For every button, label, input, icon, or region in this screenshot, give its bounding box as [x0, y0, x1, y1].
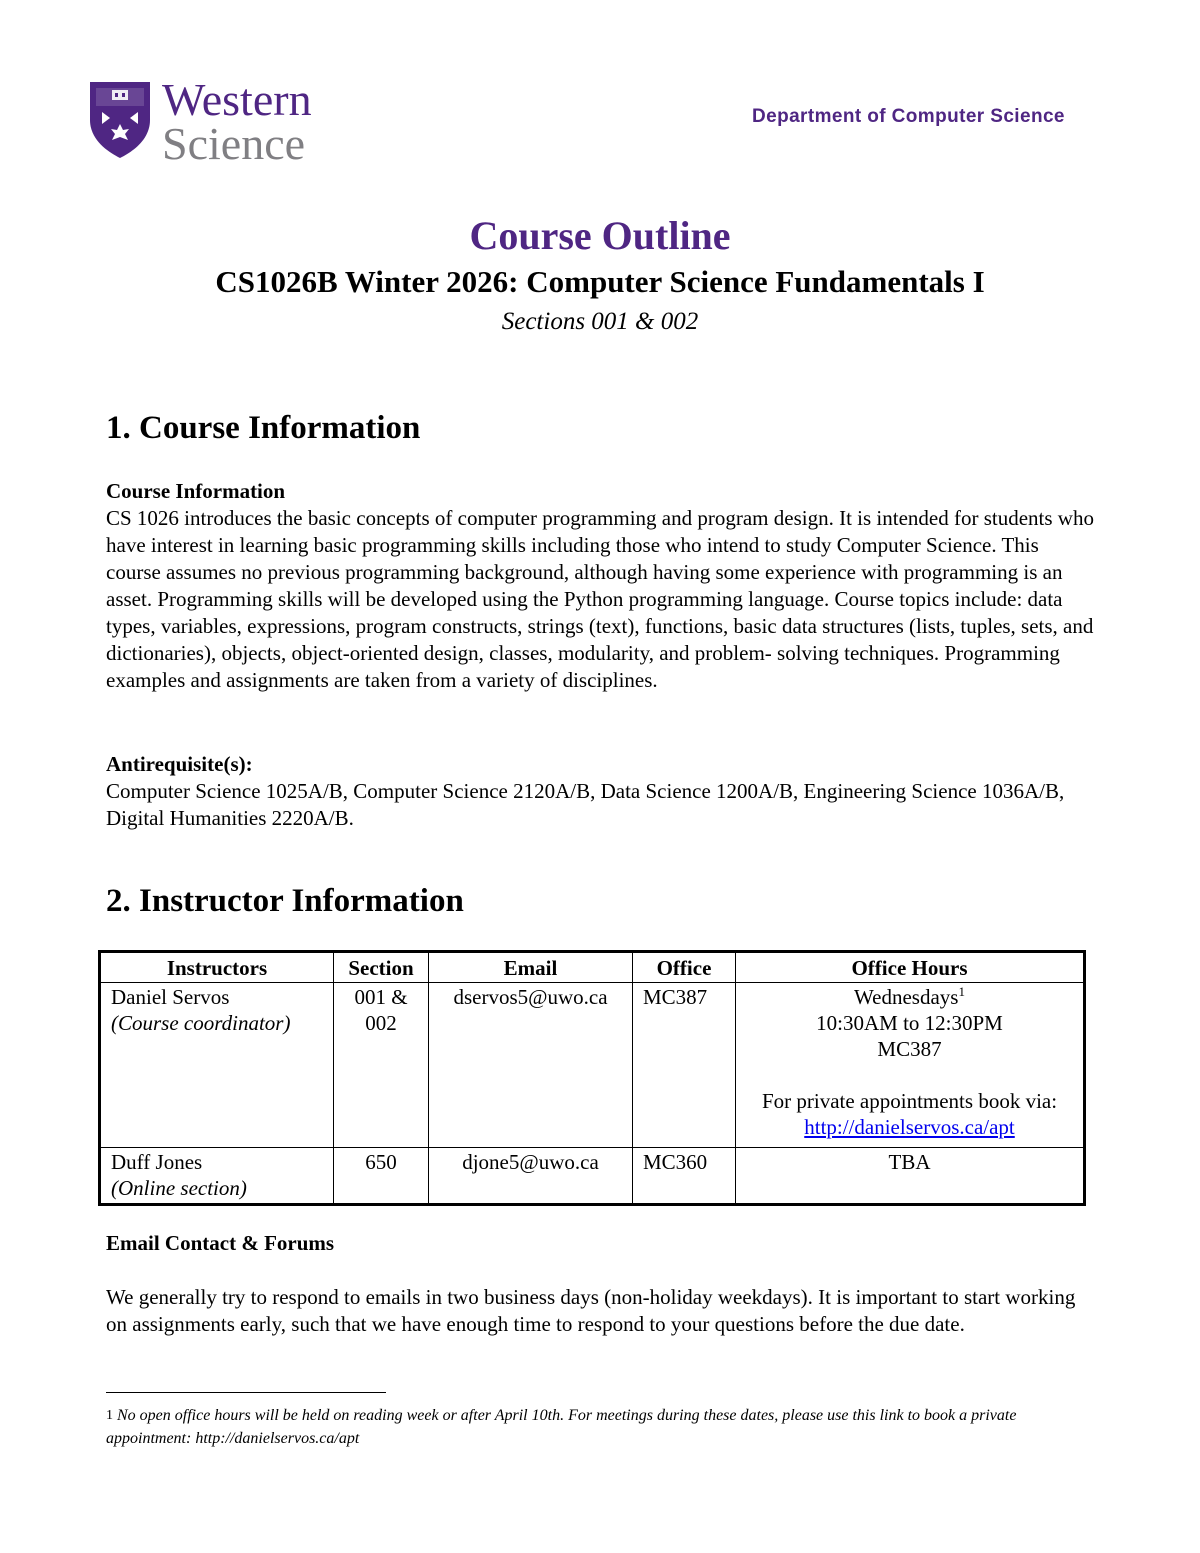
course-information-heading: 1. Course Information — [106, 410, 421, 446]
office-hours-time: 10:30AM to 12:30PM — [816, 1011, 1003, 1035]
column-header: Office Hours — [736, 952, 1085, 983]
appointment-note: For private appointments book via: — [761, 1089, 1058, 1113]
email-contact-body: We generally try to respond to emails in two business days (non-holiday weekdays). It is important to start working on assignments early, such that we have enough time to respond to your questions before the due date. — [106, 1285, 1076, 1336]
instructor-role: (Online section) — [111, 1176, 247, 1200]
email-cell: dservos5@uwo.ca — [429, 983, 633, 1148]
column-header: Office — [633, 952, 736, 983]
course-information-block — [106, 478, 1096, 694]
office-hours-day: Wednesdays — [854, 985, 959, 1009]
instructor-cell — [100, 1148, 334, 1205]
footnote — [106, 1404, 1096, 1450]
antirequisites-label: Antirequisite(s): — [106, 752, 253, 776]
office-cell: MC387 — [633, 983, 736, 1148]
footnote-number: 1 — [106, 1408, 113, 1423]
instructor-information-heading: 2. Instructor Information — [106, 883, 464, 919]
footnote-text: No open office hours will be held on reading week or after April 10th. For meetings during these dates, please use this link to book a private appointment: http://danielservos.ca/apt — [106, 1407, 1017, 1447]
appointment-link[interactable]: http://danielservos.ca/apt — [804, 1115, 1015, 1139]
course-title: CS1026B Winter 2026: Computer Science Fundamentals I — [215, 264, 985, 299]
section-cell: 001 & 002 — [334, 983, 429, 1148]
western-shield-icon — [88, 80, 152, 160]
antirequisites-body: Computer Science 1025A/B, Computer Science 2120A/B, Data Science 1200A/B, Engineering Science 1036A/B, Digital Humanities 2220A/B. — [106, 779, 1065, 830]
footnote-divider — [106, 1392, 386, 1393]
email-contact-block — [106, 1230, 1096, 1338]
office-hours-room: MC387 — [877, 1037, 942, 1061]
office-hours-cell: TBA — [736, 1148, 1085, 1205]
table-row — [100, 983, 1085, 1148]
department-name: Department of Computer Science — [752, 106, 1065, 127]
western-science-logo — [88, 74, 312, 169]
email-contact-label: Email Contact & Forums — [106, 1231, 335, 1255]
table-header-row — [100, 952, 1085, 983]
column-header: Instructors — [100, 952, 334, 983]
instructor-name: Duff Jones — [111, 1150, 203, 1174]
email-cell: djone5@uwo.ca — [429, 1148, 633, 1205]
office-hours-cell — [736, 983, 1085, 1148]
column-header: Section — [334, 952, 429, 983]
logo-western: Western — [162, 74, 312, 125]
table-row — [100, 1148, 1085, 1205]
instructor-name: Daniel Servos — [111, 985, 230, 1009]
footnote-reference[interactable]: 1 — [958, 984, 965, 999]
column-header: Email — [429, 952, 633, 983]
section-cell: 650 — [334, 1148, 429, 1205]
course-information-body: CS 1026 introduces the basic concepts of computer programming and program design. It is intended for students who have interest in learning basic programming skills including those who intend to study Computer Science. This course assumes no previous programming background, although having some experience with programming is an asset. Programming skills will be developed using the Python programming language. Course topics include: data types, variables, expressions, program constructs, strings (text), functions, basic data structures (lists, tuples, sets, and dictionaries), objects, object-oriented design, classes, modularity, and problem- solving techniques. Programming examples and assignments are taken from a variety of disciplines. — [106, 506, 1094, 692]
instructor-table — [98, 950, 1086, 1206]
office-cell: MC360 — [633, 1148, 736, 1205]
instructor-cell — [100, 983, 334, 1148]
antirequisites-block — [106, 751, 1096, 832]
wordmark — [162, 74, 312, 169]
sections-subtitle: Sections 001 & 002 — [501, 308, 699, 335]
instructor-role: (Course coordinator) — [111, 1011, 291, 1035]
page-title: Course Outline — [469, 213, 731, 258]
logo-science: Science — [162, 118, 306, 169]
course-information-label: Course Information — [106, 479, 286, 503]
